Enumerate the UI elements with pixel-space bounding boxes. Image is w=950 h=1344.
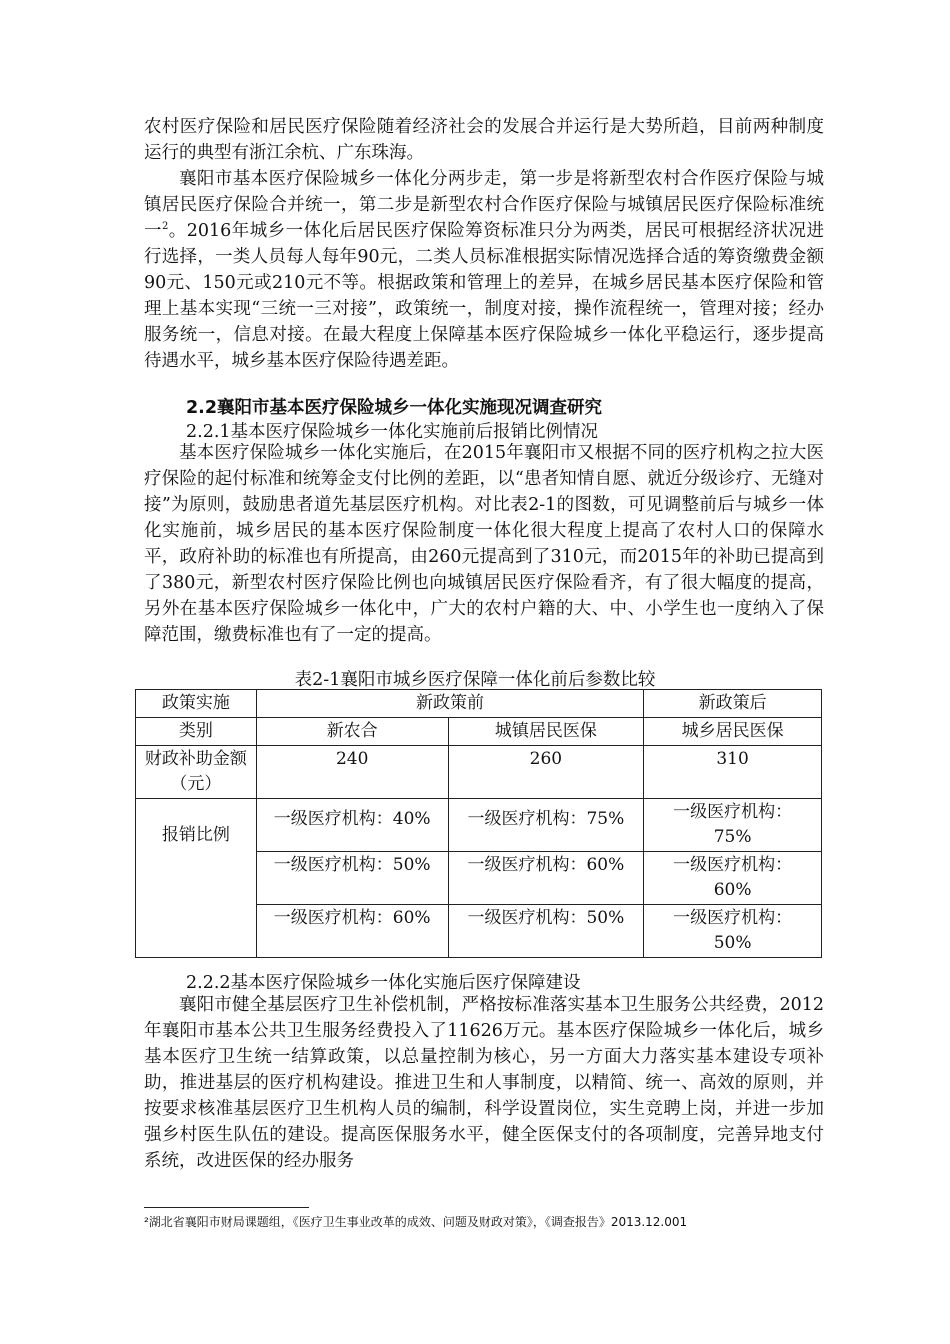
table-cell: 一级医疗机构：50% xyxy=(644,905,822,958)
table-cell: 一级医疗机构：60% xyxy=(256,905,448,958)
table-header-cell: 类别 xyxy=(136,718,257,746)
table-cell: 一级医疗机构：75% xyxy=(644,799,822,852)
table-header-cell: 城乡居民医保 xyxy=(644,718,822,746)
table-header-cell: 新农合 xyxy=(256,718,448,746)
heading-2-2: 2.2襄阳市基本医疗保险城乡一体化实施现况调查研究 xyxy=(186,398,602,418)
paragraph-construction: 襄阳市健全基层医疗卫生补偿机制，严格按标准落实基本卫生服务公共经费，2012年襄阳市基本公共卫生服务经费投入了11626万元。基本医疗保险城乡一体化后，城乡基本医疗卫生统一结算政策，以总量控制为核心，另一方面大力落实基本建设专项补助，推进基层的医疗机构建设。推进卫生和人事制度，以精简、统一、高效的原则，并按要求核准基层医疗卫生机构人员的编制，科学设置岗位，实生竞聘上岗，并进一步加强乡村医生队伍的建设。提高医保服务水平，健全医保支付的各项制度，完善异地支付系统，改进医保的经办服务 xyxy=(144,995,824,1171)
footnote-ref[interactable]: 2 xyxy=(161,221,169,233)
table-header-cell: 新政策后 xyxy=(644,690,822,718)
table-row xyxy=(136,799,822,852)
footnote-divider xyxy=(144,1207,309,1208)
table-cell: 一级医疗机构：60% xyxy=(448,852,644,905)
table-cell: 一级医疗机构：40% xyxy=(256,799,448,852)
table-cell: 一级医疗机构：75% xyxy=(448,799,644,852)
table-cell: 一级医疗机构：50% xyxy=(256,852,448,905)
paragraph-reimbursement: 基本医疗保险城乡一体化实施后，在2015年襄阳市又根据不同的医疗机构之拉大医疗保险的起付标准和统筹金支付比例的差距，以“患者知情自愿、就近分级诊疗、无缝对接”为原则，鼓励患者道先基层医疗机构。对比表2-1的图数，可见调整前后与城乡一体化实施前，城乡居民的基本医疗保险制度一体化很大程度上提高了农村人口的保障水平，政府补助的标准也有所提高，由260元提高到了310元，而2015年的补助已提高到了380元，新型农村医疗保险比例也向城镇居民医疗保险看齐，有了很大幅度的提高，另外在基本医疗保险城乡一体化中，广大的农村户籍的大、中、小学生也一度纳入了保障范围，缴费标准也有了一定的提高。 xyxy=(144,443,824,645)
paragraph-two-steps-text-cont: 2016年城乡一体化后居民医疗保险筹资标准只分为两类，居民可根据经济状况进行选择，一类人员每人每年90元，二类人员标准根据实际情况选择合适的筹资缴费金额90元、150元或210元不等。根据政策和管理上的差异，在城乡居民基本医疗保险和管理上基本实现“三统一三对接”，政策统一，制度对接，操作流程统一，管理对接；经办服务统一，信息对接。在最大程度上保障基本医疗保险城乡一体化平稳运行，逐步提高待遇水平，城乡基本医疗保险待遇差距。 xyxy=(144,221,824,371)
comparison-table xyxy=(135,689,822,958)
table-header-cell: 政策实施 xyxy=(136,690,257,718)
table-cell: 一级医疗机构：60% xyxy=(644,852,822,905)
table-cell: 310 xyxy=(644,746,822,799)
table-row xyxy=(136,690,822,718)
table-cell: 260 xyxy=(448,746,644,799)
heading-2-2-2: 2.2.2基本医疗保险城乡一体化实施后医疗保障建设 xyxy=(186,973,581,993)
table-cell-label: 财政补助金额（元） xyxy=(136,746,257,799)
table-header-cell: 城镇居民医保 xyxy=(448,718,644,746)
table-header-cell: 新政策前 xyxy=(256,690,643,718)
table-cell: 一级医疗机构：50% xyxy=(448,905,644,958)
table-row xyxy=(136,718,822,746)
paragraph-two-steps: 襄阳市基本医疗保险城乡一体化分两步走，第一步是将新型农村合作医疗保险与城镇居民医疗保险合并统一，第二步是新型农村合作医疗保险与城镇居民医疗保险标准统一$^2$。2016年城乡一体化后居民医疗保险筹资标准只分为两类，居民可根据经济状况进行选择，一类人员每人每年90元，二类人员标准根据实际情况选择合适的筹资缴费金额90元、150元或210元不等。根据政策和管理上的差异，在城乡居民基本医疗保险和管理上基本实现“三统一三对接”，政策统一，制度对接，操作流程统一，管理对接；经办服务统一，信息对接。在最大程度上保障基本医疗保险城乡一体化平稳运行，逐步提高待遇水平，城乡基本医疗保险待遇差距。 xyxy=(144,169,824,371)
table-cell-label: 报销比例 xyxy=(136,799,257,958)
table-row xyxy=(136,746,822,799)
table-cell: 240 xyxy=(256,746,448,799)
paragraph-two-steps-text: 襄阳市基本医疗保险城乡一体化分两步走，第一步是将新型农村合作医疗保险与城镇居民医疗保险合并统一，第二步是新型农村合作医疗保险与城镇居民医疗保险标准统一 xyxy=(144,169,824,241)
heading-2-2-1: 2.2.1基本医疗保险城乡一体化实施前后报销比例情况 xyxy=(186,422,599,442)
table-caption: 表2-1襄阳市城乡医疗保障一体化前后参数比较 xyxy=(294,670,656,690)
paragraph-intro: 农村医疗保险和居民医疗保险随着经济社会的发展合并运行是大势所趋，目前两种制度运行的典型有浙江余杭、广东珠海。 xyxy=(144,117,824,163)
footnote: ²湖北省襄阳市财局课题组，《医疗卫生事业改革的成效、问题及财政对策》，《调查报告》2013.12.001 xyxy=(144,1215,688,1229)
